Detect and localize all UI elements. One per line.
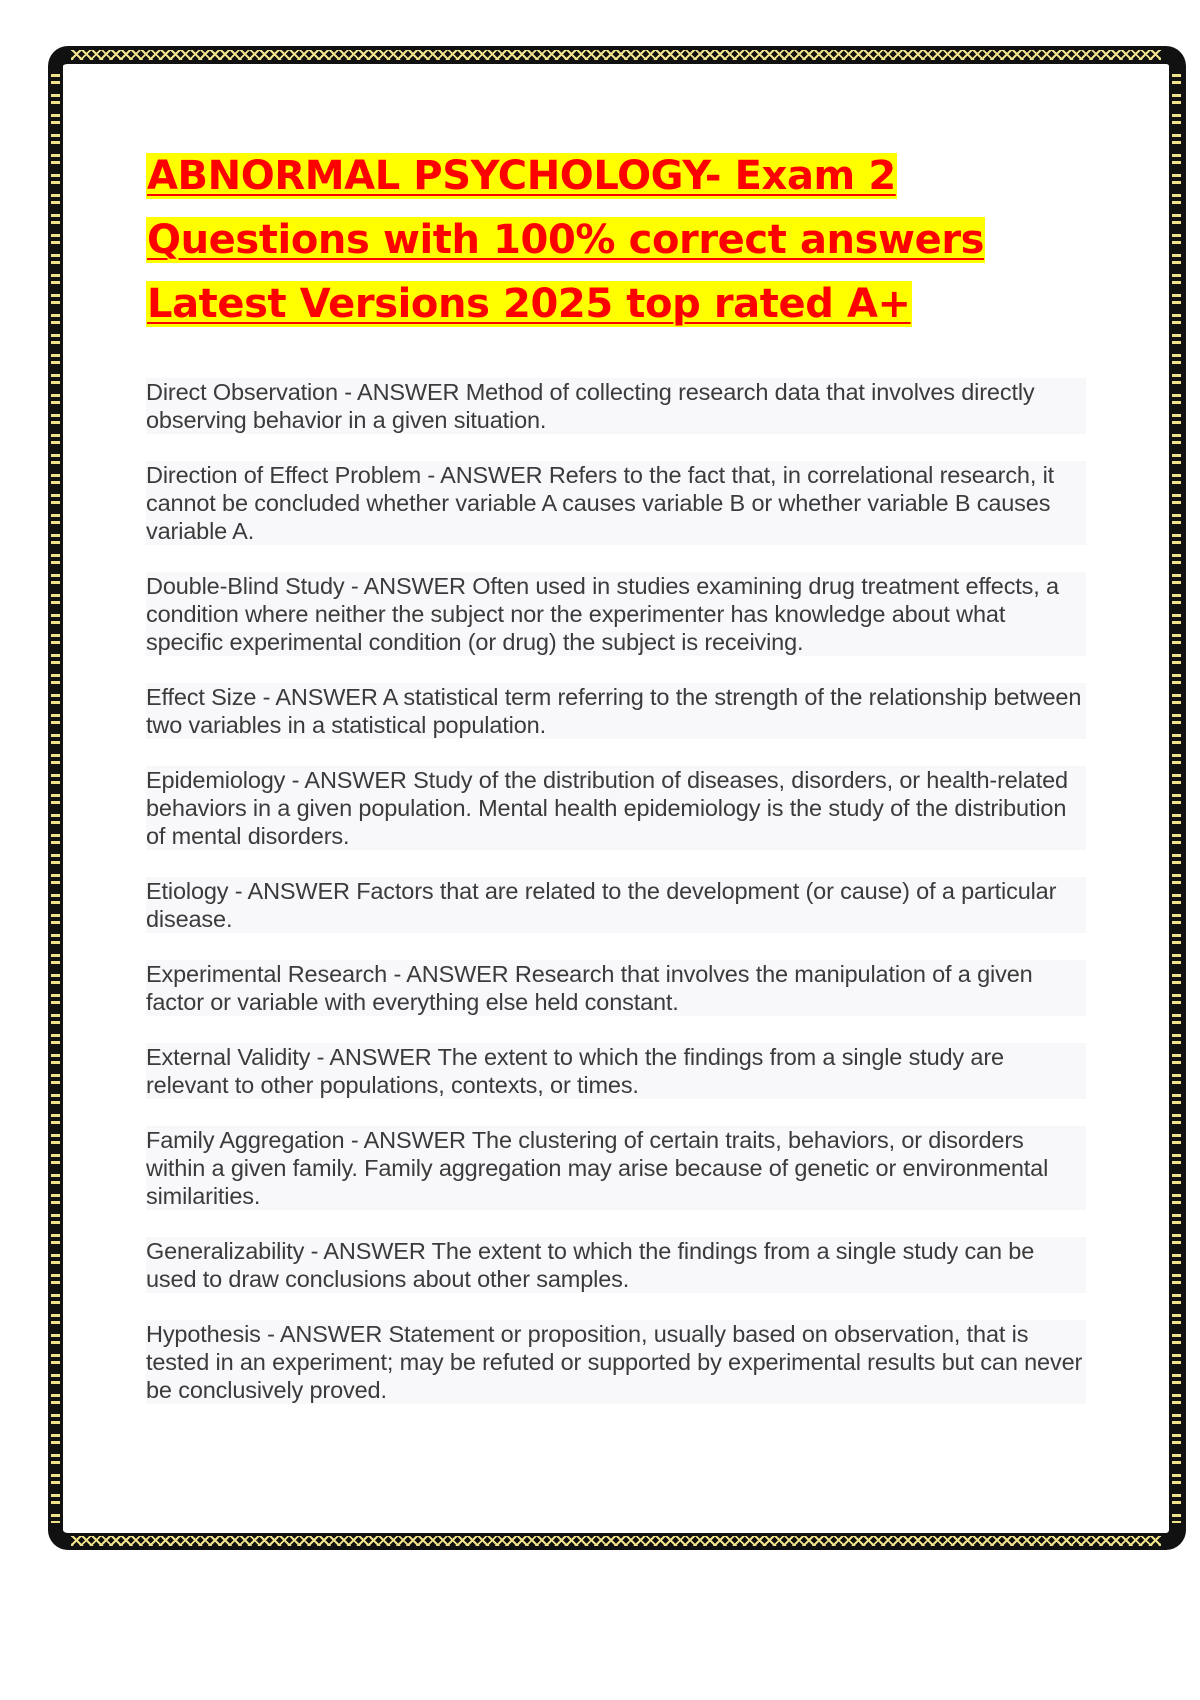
- list-item: [146, 960, 1086, 1016]
- term-label: Hypothesis: [146, 1321, 261, 1347]
- definition-text: Factors that are related to the development (or cause) of a particular disease.: [146, 878, 1057, 932]
- term-label: Etiology: [146, 878, 229, 904]
- bottom-border-pattern: [71, 1536, 1161, 1546]
- definition-text: Research that involves the manipulation of a given factor or variable with everything else held constant.: [146, 961, 1033, 1015]
- term-label: Effect Size: [146, 684, 257, 710]
- separator: -: [344, 573, 364, 599]
- list-item: [146, 1320, 1086, 1404]
- separator: -: [344, 1127, 364, 1153]
- list-item: [146, 766, 1086, 850]
- separator: -: [260, 1321, 280, 1347]
- definition-text: Often used in studies examining drug treatment effects, a condition where neither the subject nor the experimenter has knowledge about what specific experimental condition (or drug) the subject is receiving.: [146, 573, 1059, 655]
- term-label: Family Aggregation: [146, 1127, 345, 1153]
- term-label: Experimental Research: [146, 961, 388, 987]
- term-label: Double-Blind Study: [146, 573, 345, 599]
- answer-marker: ANSWER: [406, 961, 509, 987]
- answer-marker: ANSWER: [323, 1238, 426, 1264]
- definition-text: Statement or proposition, usually based on observation, that is tested in an experiment; may be refuted or supported by experimental results but can never be conclusively proved.: [146, 1321, 1083, 1403]
- list-item: [146, 572, 1086, 656]
- separator: -: [421, 462, 441, 488]
- answer-marker: ANSWER: [279, 1321, 383, 1347]
- separator: -: [310, 1044, 330, 1070]
- document-title: [146, 144, 1076, 336]
- definition-text: Method of collecting research data that involves directly observing behavior in a given situation.: [146, 379, 1035, 433]
- definition-text: Refers to the fact that, in correlational research, it cannot be concluded whether variable A causes variable B or whether variable B causes variable A.: [146, 462, 1055, 544]
- answer-marker: ANSWER: [363, 1127, 466, 1153]
- answer-marker: ANSWER: [440, 462, 543, 488]
- term-label: Direction of Effect Problem: [146, 462, 422, 488]
- list-item: [146, 1043, 1086, 1099]
- right-border-pattern: [1172, 74, 1181, 1523]
- list-item: [146, 378, 1086, 434]
- list-item: [146, 877, 1086, 933]
- definition-text: The extent to which the findings from a single study are relevant to other populations, contexts, or times.: [146, 1044, 1004, 1098]
- term-label: Epidemiology: [146, 767, 286, 793]
- definition-text: The extent to which the findings from a single study can be used to draw conclusions about other samples.: [146, 1238, 1035, 1292]
- definition-text: The clustering of certain traits, behaviors, or disorders within a given family. Family aggregation may arise because of genetic or environmental similarities.: [146, 1127, 1049, 1209]
- list-item: [146, 1126, 1086, 1210]
- list-item: [146, 461, 1086, 545]
- question-answer-list: [146, 378, 1083, 1404]
- answer-marker: ANSWER: [247, 878, 350, 904]
- term-label: External Validity: [146, 1044, 311, 1070]
- left-border-pattern: [51, 74, 60, 1523]
- separator: -: [387, 961, 407, 987]
- definition-text: A statistical term referring to the strength of the relationship between two variables in a statistical population.: [146, 684, 1082, 738]
- separator: -: [256, 684, 276, 710]
- answer-marker: ANSWER: [304, 767, 407, 793]
- answer-marker: ANSWER: [363, 573, 466, 599]
- separator: -: [285, 767, 305, 793]
- list-item: [146, 683, 1086, 739]
- definition-text: Study of the distribution of diseases, disorders, or health-related behaviors in a given population. Mental health epidemiology is the study of the distribution of mental disorders.: [146, 767, 1068, 849]
- top-border-pattern: [71, 50, 1161, 60]
- list-item: [146, 1237, 1086, 1293]
- term-label: Generalizability: [146, 1238, 305, 1264]
- answer-marker: ANSWER: [275, 684, 378, 710]
- separator: -: [304, 1238, 324, 1264]
- separator: -: [337, 379, 358, 405]
- separator: -: [228, 878, 248, 904]
- answer-marker: ANSWER: [357, 379, 460, 405]
- answer-marker: ANSWER: [329, 1044, 432, 1070]
- term-label: Direct Observation: [146, 379, 338, 405]
- highlighted-title-text: ABNORMAL PSYCHOLOGY- Exam 2 Questions with 100% correct answers Latest Versions 2025 top rated A+: [147, 153, 985, 327]
- document-content: [146, 144, 1083, 1431]
